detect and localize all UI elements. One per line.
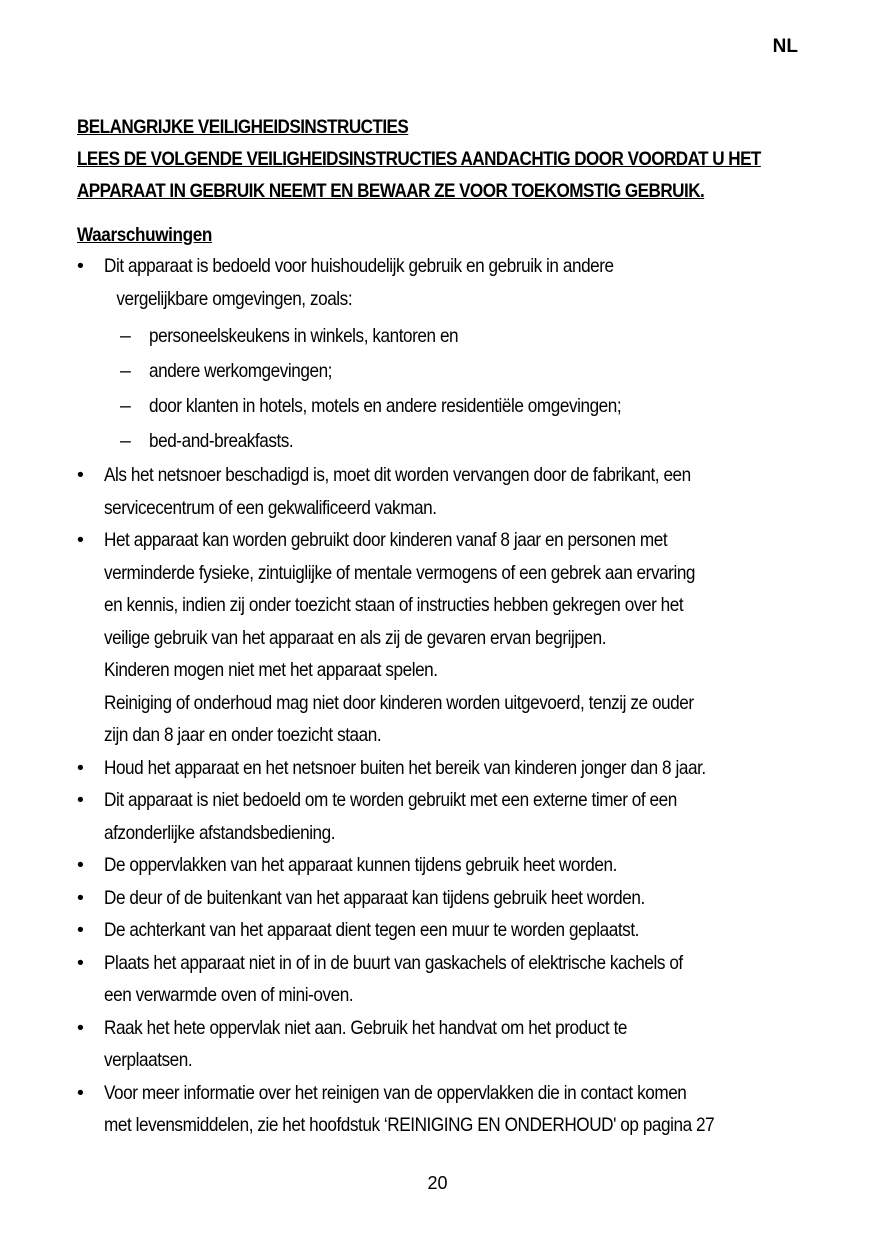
list-item-text: afzonderlijke afstandsbediening. bbox=[104, 821, 336, 844]
bullet-icon: • bbox=[77, 1081, 84, 1104]
list-item bbox=[77, 849, 817, 882]
list-item-text: met levensmiddelen, zie het hoofdstuk ‘REINIGING EN ONDERHOUD' op pagina 27 bbox=[104, 1114, 715, 1136]
bullet-icon: • bbox=[77, 464, 84, 486]
list-item-text: Plaats het apparaat niet in of in de buurt van gaskachels of elektrische kachels of bbox=[104, 951, 683, 974]
bullet-icon: • bbox=[77, 529, 84, 551]
sub-list-item-text: door klanten in hotels, motels en andere residentiële omgevingen; bbox=[149, 395, 622, 417]
list-item-text: Het apparaat kan worden gebruikt door kinderen vanaf 8 jaar en personen met bbox=[104, 529, 668, 551]
list-item-text: Houd het apparaat en het netsnoer buiten het bereik van kinderen jonger dan 8 jaar. bbox=[104, 756, 706, 779]
bullet-icon: • bbox=[77, 789, 84, 811]
list-item-text: verminderde fysieke, zintuiglijke of mentale vermogens of een gebrek aan ervaring bbox=[104, 561, 696, 584]
dash-icon: – bbox=[120, 430, 131, 452]
sub-list-item bbox=[104, 319, 817, 354]
list-item-text: Dit apparaat is niet bedoeld om te worden gebruikt met een externe timer of een bbox=[104, 789, 677, 811]
list-item-text: Raak het hete oppervlak niet aan. Gebruik het handvat om het product te bbox=[104, 1016, 628, 1039]
list-item-text: veilige gebruik van het apparaat en als zij de gevaren ervan begrijpen. bbox=[104, 626, 607, 649]
list-item bbox=[77, 784, 817, 849]
list-item-text: een verwarmde oven of mini-oven. bbox=[104, 984, 354, 1006]
list-item bbox=[77, 250, 817, 459]
dash-icon: – bbox=[120, 395, 131, 417]
sub-list bbox=[104, 319, 817, 459]
sub-list-item bbox=[104, 424, 817, 459]
list-item-text: Als het netsnoer beschadigd is, moet dit worden vervangen door de fabrikant, een bbox=[104, 464, 691, 486]
list-item-text: De deur of de buitenkant van het apparaat kan tijdens gebruik heet worden. bbox=[104, 886, 645, 909]
list-item-text: servicecentrum of een gekwalificeerd vakman. bbox=[104, 496, 437, 519]
bullet-icon: • bbox=[77, 854, 84, 876]
list-item bbox=[77, 524, 817, 752]
list-item bbox=[77, 882, 817, 915]
section-title: Waarschuwingen bbox=[77, 225, 212, 246]
list-item bbox=[77, 1012, 817, 1077]
list-item bbox=[77, 752, 817, 785]
heading-line-3: APPARAAT IN GEBRUIK NEEMT EN BEWAAR ZE VOOR TOEKOMSTIG GEBRUIK. bbox=[77, 181, 705, 202]
safety-instructions bbox=[77, 112, 817, 1142]
sub-list-item bbox=[104, 389, 817, 424]
list-item-text: zijn dan 8 jaar en onder toezicht staan. bbox=[104, 724, 382, 746]
sub-list-item bbox=[104, 354, 817, 389]
warnings-list bbox=[77, 250, 817, 1142]
list-item-text: De achterkant van het apparaat dient tegen een muur te worden geplaatst. bbox=[104, 919, 639, 941]
bullet-icon: • bbox=[77, 951, 84, 974]
bullet-icon: • bbox=[77, 886, 84, 909]
bullet-icon: • bbox=[77, 255, 84, 277]
list-item bbox=[77, 1077, 817, 1142]
list-item bbox=[77, 947, 817, 1012]
list-item bbox=[77, 914, 817, 947]
sub-list-item-text: personeelskeukens in winkels, kantoren en bbox=[149, 325, 459, 347]
heading-line-2: LEES DE VOLGENDE VEILIGHEIDSINSTRUCTIES AANDACHTIG DOOR VOORDAT U HET bbox=[77, 149, 761, 170]
list-item bbox=[77, 459, 817, 524]
language-label: NL bbox=[772, 36, 798, 57]
list-item-text: Kinderen mogen niet met het apparaat spelen. bbox=[104, 659, 438, 681]
bullet-icon: • bbox=[77, 1016, 84, 1039]
heading-line-1: BELANGRIJKE VEILIGHEIDSINSTRUCTIES bbox=[77, 117, 409, 138]
dash-icon: – bbox=[120, 360, 131, 382]
bullet-icon: • bbox=[77, 919, 84, 941]
list-item-text: De oppervlakken van het apparaat kunnen tijdens gebruik heet worden. bbox=[104, 854, 617, 876]
page-number: 20 bbox=[427, 1173, 448, 1193]
dash-icon: – bbox=[120, 325, 131, 347]
sub-list-item-text: bed-and-breakfasts. bbox=[149, 430, 294, 452]
list-item-text: verplaatsen. bbox=[104, 1049, 193, 1071]
list-item-text: vergelijkbare omgevingen, zoals: bbox=[116, 287, 353, 310]
sub-list-item-text: andere werkomgevingen; bbox=[149, 360, 333, 382]
list-item-text: Voor meer informatie over het reinigen van de oppervlakken die in contact komen bbox=[104, 1081, 687, 1104]
bullet-icon: • bbox=[77, 756, 84, 779]
list-item-text: Dit apparaat is bedoeld voor huishoudelijk gebruik en gebruik in andere bbox=[104, 255, 614, 277]
list-item-text: Reiniging of onderhoud mag niet door kinderen worden uitgevoerd, tenzij ze ouder bbox=[104, 691, 694, 714]
list-item-text: en kennis, indien zij onder toezicht staan of instructies hebben gekregen over het bbox=[104, 594, 684, 616]
